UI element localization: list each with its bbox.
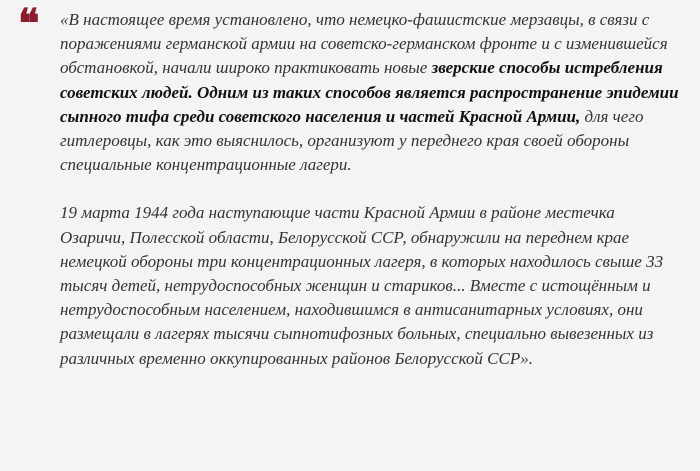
quote-paragraph-1-bold: зверские способы истребления советских людей. Одним из таких способов является распространение эпидемии сыпного тифа среди советского населения и частей Красной Армии, bbox=[60, 58, 679, 126]
quote-icon: ❝ bbox=[18, 0, 40, 47]
quote-paragraph-2: 19 марта 1944 года наступающие части Красной Армии в районе местечка Озаричи, Полесской области, Белорусской ССР, обнаружили на переднем крае немецкой обороны три концентрационных лагеря, в которых находилось свыше 33 тысяч детей, нетрудоспособных женщин и стариков... Вместе с истощённым и нетрудоспособным населением, находившимся в антисанитарных условиях, они размещали в лагерях тысячи сыпнотифозных больных, специально вывезенных из различных временно оккупированных районов Белорусской ССР». bbox=[60, 203, 664, 368]
quote-paragraph-1-intro: «В настоящее время установлено, что немецко-фашистские мерзавцы, в связи с поражениями германской армии на советско-германском фронте и с изменившейся обстановкой, начали широко практиковать новые bbox=[60, 10, 668, 78]
quote-paragraph-1-outro: для чего гитлеровцы, как это выяснилось, организуют у переднего края своей обороны специальные концентрационные лагери. bbox=[60, 106, 644, 175]
quote-text bbox=[60, 8, 682, 371]
quote-paragraph-1 bbox=[60, 8, 682, 177]
